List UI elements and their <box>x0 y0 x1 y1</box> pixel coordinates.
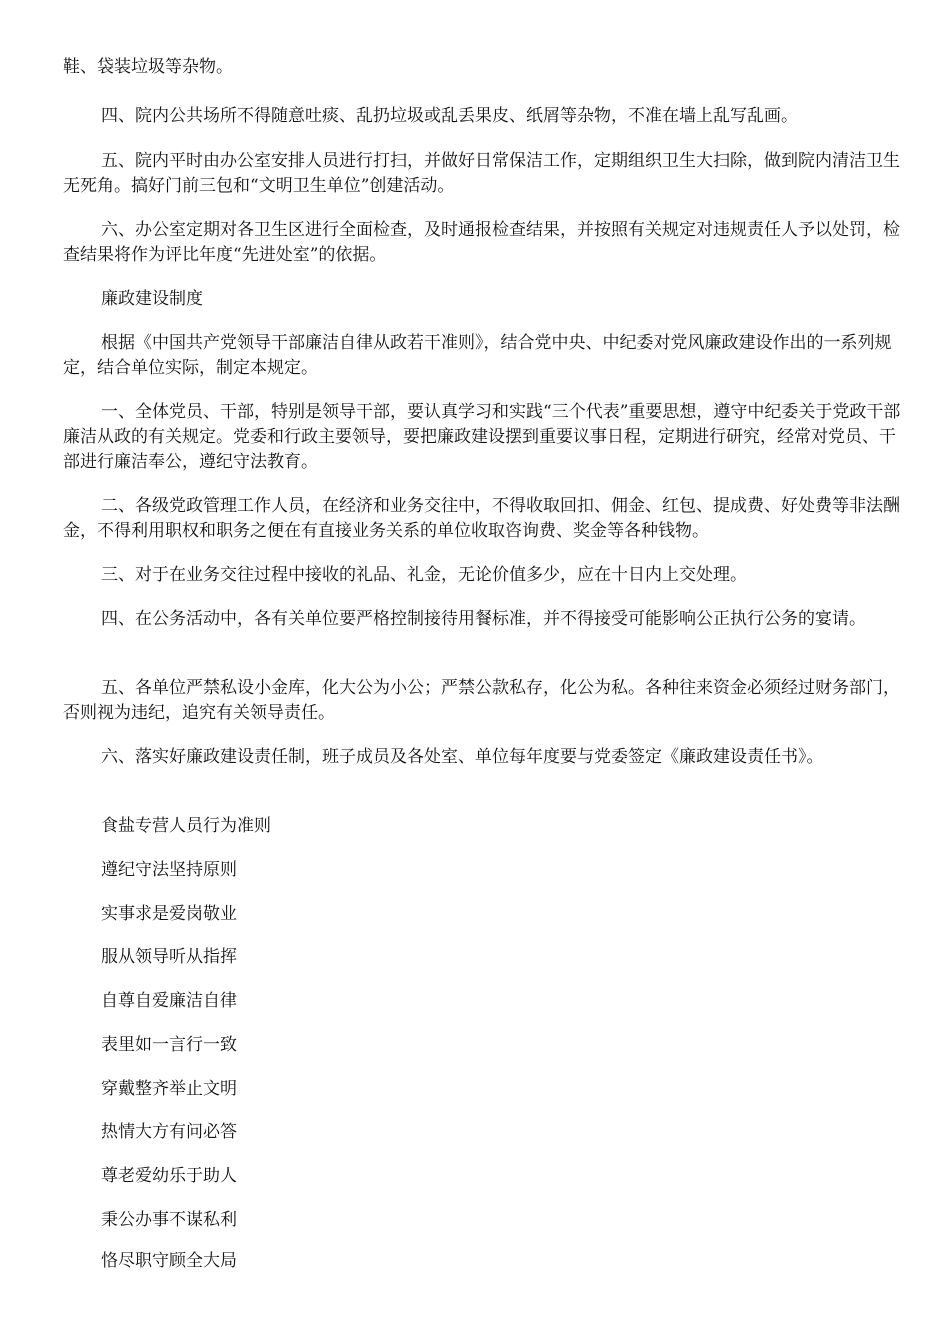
conduct-item: 穿戴整齐举止文明 <box>101 1079 237 1099</box>
paragraph-hygiene-rule-6: 六、办公室定期对各卫生区进行全面检查，及时通报检查结果，并按照有关规定对违规责任人予以处罚，检查结果将作为评比年度“先进处室”的依据。 <box>63 220 900 265</box>
paragraph-hygiene-rule-5: 五、院内平时由办公室安排人员进行打扫，并做好日常保洁工作，定期组织卫生大扫除，做到院内清洁卫生无死角。搞好门前三包和“文明卫生单位”创建活动。 <box>63 151 900 196</box>
conduct-item: 秉公办事不谋私利 <box>101 1210 237 1230</box>
conduct-item: 热情大方有问必答 <box>101 1122 237 1142</box>
conduct-item: 表里如一言行一致 <box>101 1035 237 1055</box>
conduct-item: 遵纪守法坚持原则 <box>101 860 237 880</box>
paragraph-integrity-intro: 根据《中国共产党领导干部廉洁自律从政若干准则》，结合党中央、中纪委对党风廉政建设作出的一系列规定，结合单位实际，制定本规定。 <box>63 333 892 378</box>
paragraph-continuation: 鞋、袋装垃圾等杂物。 <box>63 57 233 77</box>
conduct-item: 尊老爱幼乐于助人 <box>101 1166 237 1186</box>
paragraph-integrity-rule-2: 二、各级党政管理工作人员，在经济和业务交往中，不得收取回扣、佣金、红包、提成费、好处费等非法酬金，不得利用职权和职务之便在有直接业务关系的单位收取咨询费、奖金等各种钱物。 <box>63 496 900 541</box>
section-heading-conduct: 食盐专营人员行为准则 <box>101 816 271 836</box>
conduct-item: 自尊自爱廉洁自律 <box>101 991 237 1011</box>
paragraph-integrity-rule-1: 一、全体党员、干部，特别是领导干部，要认真学习和实践“三个代表”重要思想，遵守中纪委关于党政干部廉洁从政的有关规定。党委和行政主要领导，要把廉政建设摆到重要议事日程，定期进行研究，经常对党员、干部进行廉洁奉公，遵纪守法教育。 <box>63 402 901 472</box>
conduct-item: 恪尽职守顾全大局 <box>101 1251 237 1271</box>
conduct-item: 实事求是爱岗敬业 <box>101 904 237 924</box>
paragraph-integrity-rule-6: 六、落实好廉政建设责任制，班子成员及各处室、单位每年度要与党委签定《廉政建设责任书》。 <box>101 747 824 767</box>
conduct-item: 服从领导听从指挥 <box>101 947 237 967</box>
paragraph-integrity-rule-4: 四、在公务活动中，各有关单位要严格控制接待用餐标准，并不得接受可能影响公正执行公务的宴请。 <box>101 609 866 629</box>
section-heading-integrity: 廉政建设制度 <box>101 289 203 309</box>
paragraph-integrity-rule-5: 五、各单位严禁私设小金库，化大公为小公；严禁公款私存，化公为私。各种往来资金必须经过财务部门，否则视为违纪，追究有关领导责任。 <box>63 678 900 723</box>
paragraph-hygiene-rule-4: 四、院内公共场所不得随意吐痰、乱扔垃圾或乱丢果皮、纸屑等杂物，不准在墙上乱写乱画。 <box>101 106 798 126</box>
paragraph-integrity-rule-3: 三、对于在业务交往过程中接收的礼品、礼金，无论价值多少，应在十日内上交处理。 <box>101 565 747 585</box>
